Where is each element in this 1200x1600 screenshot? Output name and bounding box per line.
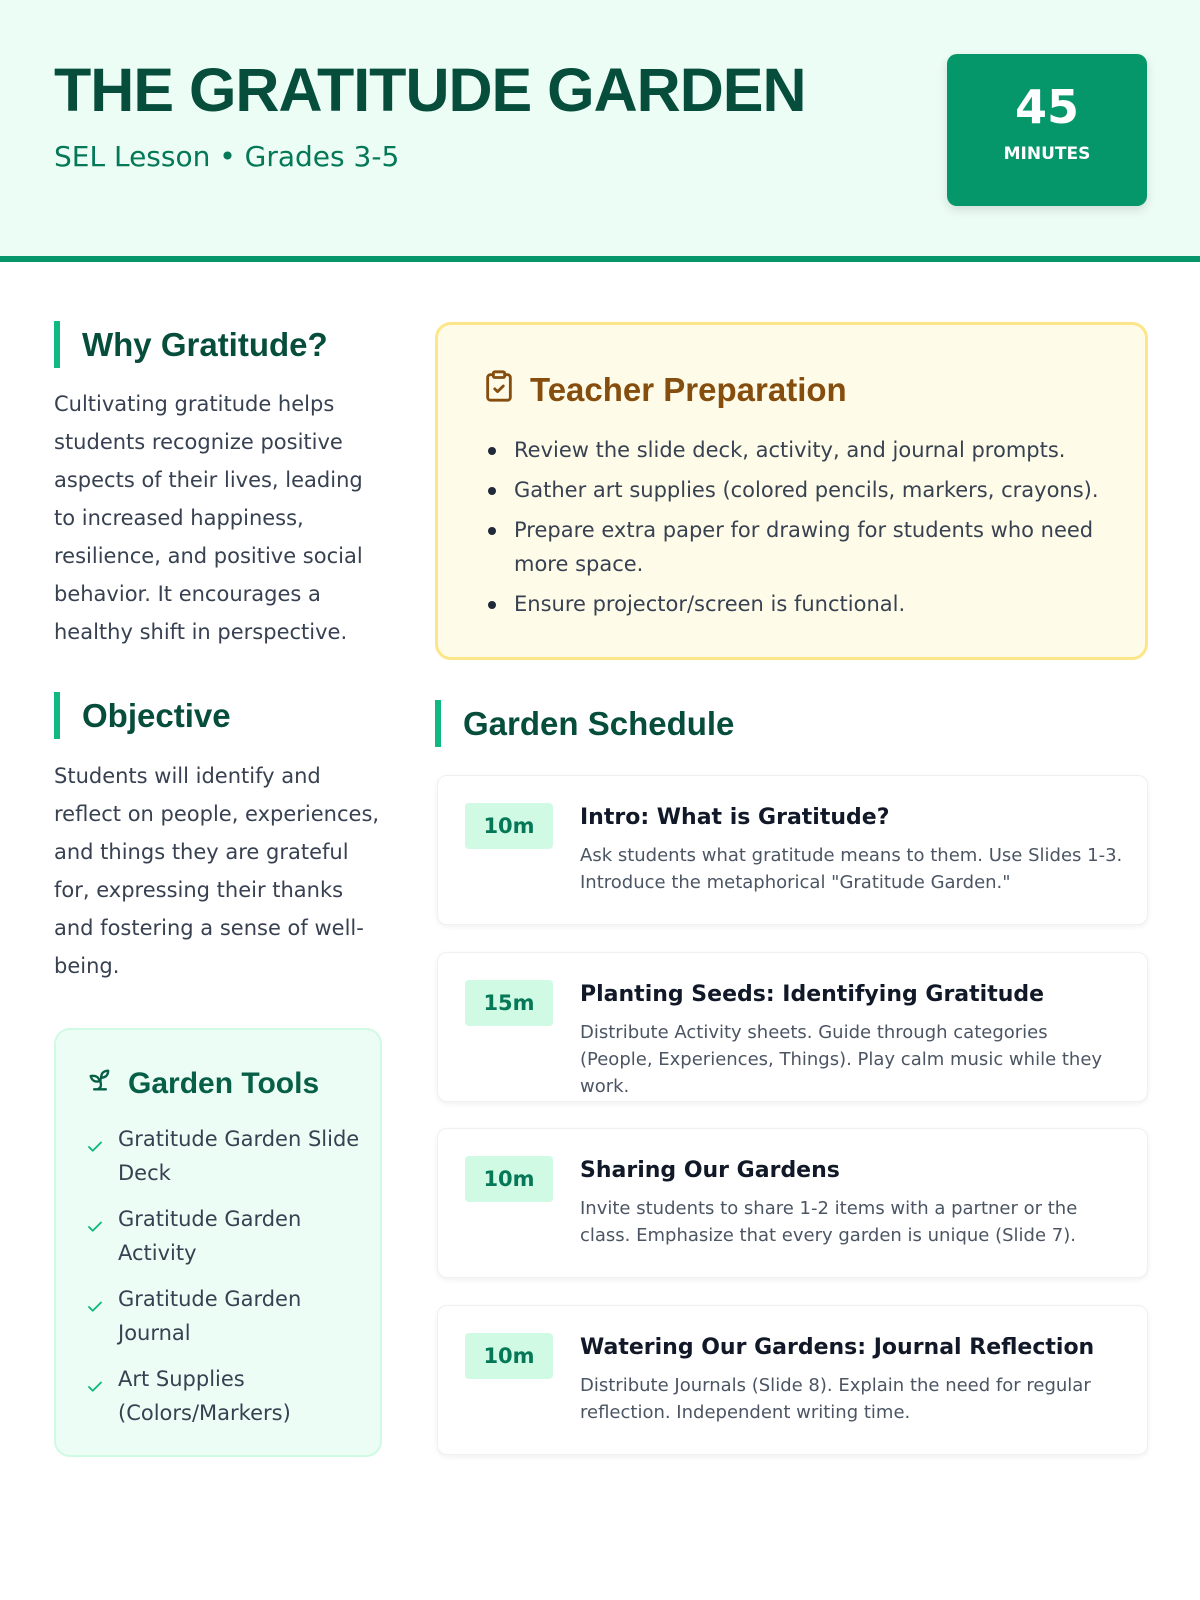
schedule-item-description: Invite students to share 1-2 items with a partner or the class. Emphasize that every garden is unique (Slide 7). [580, 1198, 1078, 1246]
teacher-prep-panel [435, 322, 1148, 660]
list-item: Gather art supplies (colored pencils, markers, crayons). [482, 473, 1105, 507]
check-icon [86, 1212, 104, 1270]
schedule-item [437, 775, 1148, 925]
page-title: THE GRATITUDE GARDEN [54, 56, 806, 124]
duration-badge [947, 54, 1147, 206]
schedule-item [437, 1305, 1148, 1455]
schedule-item-description: Distribute Activity sheets. Guide through categories (People, Experiences, Things). Play calm music while they work. [580, 1022, 1103, 1097]
tool-label: Gratitude Garden Activity [118, 1207, 302, 1265]
list-item: Prepare extra paper for drawing for students who need more space. [482, 513, 1105, 581]
clipboard-check-icon [482, 369, 516, 411]
list-item: Review the slide deck, activity, and journal prompts. [482, 433, 1105, 467]
duration-tag: 10m [465, 1333, 553, 1379]
tools-heading: Garden Tools [128, 1067, 320, 1100]
duration-tag: 10m [465, 1156, 553, 1202]
schedule-item-title: Planting Seeds: Identifying Gratitude [580, 982, 1045, 1007]
schedule-item-title: Sharing Our Gardens [580, 1158, 840, 1183]
duration-tag: 15m [465, 980, 553, 1026]
tools-list [86, 1122, 360, 1430]
schedule-item [437, 952, 1148, 1102]
lesson-subtitle: SEL Lesson • Grades 3-5 [54, 140, 400, 173]
sprout-icon [86, 1066, 114, 1102]
schedule-item-title: Watering Our Gardens: Journal Reflection [580, 1335, 1095, 1360]
tool-label: Gratitude Garden Slide Deck [118, 1127, 360, 1185]
prep-list [482, 433, 1105, 621]
prep-heading: Teacher Preparation [530, 371, 847, 408]
garden-tools-panel [54, 1028, 382, 1457]
tool-label: Gratitude Garden Journal [118, 1287, 302, 1345]
list-item [86, 1122, 360, 1190]
schedule-heading: Garden Schedule [435, 700, 734, 747]
duration-value: 45 [1014, 80, 1079, 134]
schedule-item-description: Ask students what gratitude means to them. Use Slides 1-3. Introduce the metaphorical "Gratitude Garden." [580, 845, 1123, 893]
lesson-header [0, 0, 1200, 262]
why-heading: Why Gratitude? [54, 321, 328, 368]
list-item: Ensure projector/screen is functional. [482, 587, 1105, 621]
objective-body: Students will identify and reflect on people, experiences, and things they are grateful for, expressing their thanks and fostering a sense of well-being. [54, 764, 380, 978]
list-item [86, 1282, 360, 1350]
schedule-item-description: Distribute Journals (Slide 8). Explain the need for regular reflection. Independent writing time. [580, 1375, 1091, 1423]
tool-label: Art Supplies (Colors/Markers) [118, 1367, 291, 1425]
duration-tag: 10m [465, 803, 553, 849]
duration-unit: MINUTES [1003, 144, 1091, 164]
schedule-item [437, 1128, 1148, 1278]
check-icon [86, 1132, 104, 1190]
list-item [86, 1202, 360, 1270]
schedule-item-title: Intro: What is Gratitude? [580, 805, 890, 830]
check-icon [86, 1372, 104, 1430]
list-item [86, 1362, 360, 1430]
why-body: Cultivating gratitude helps students recognize positive aspects of their lives, leading to increased happiness, resilience, and positive social behavior. It encourages a healthy shift in perspective. [54, 392, 363, 644]
check-icon [86, 1292, 104, 1350]
objective-heading: Objective [54, 692, 231, 739]
